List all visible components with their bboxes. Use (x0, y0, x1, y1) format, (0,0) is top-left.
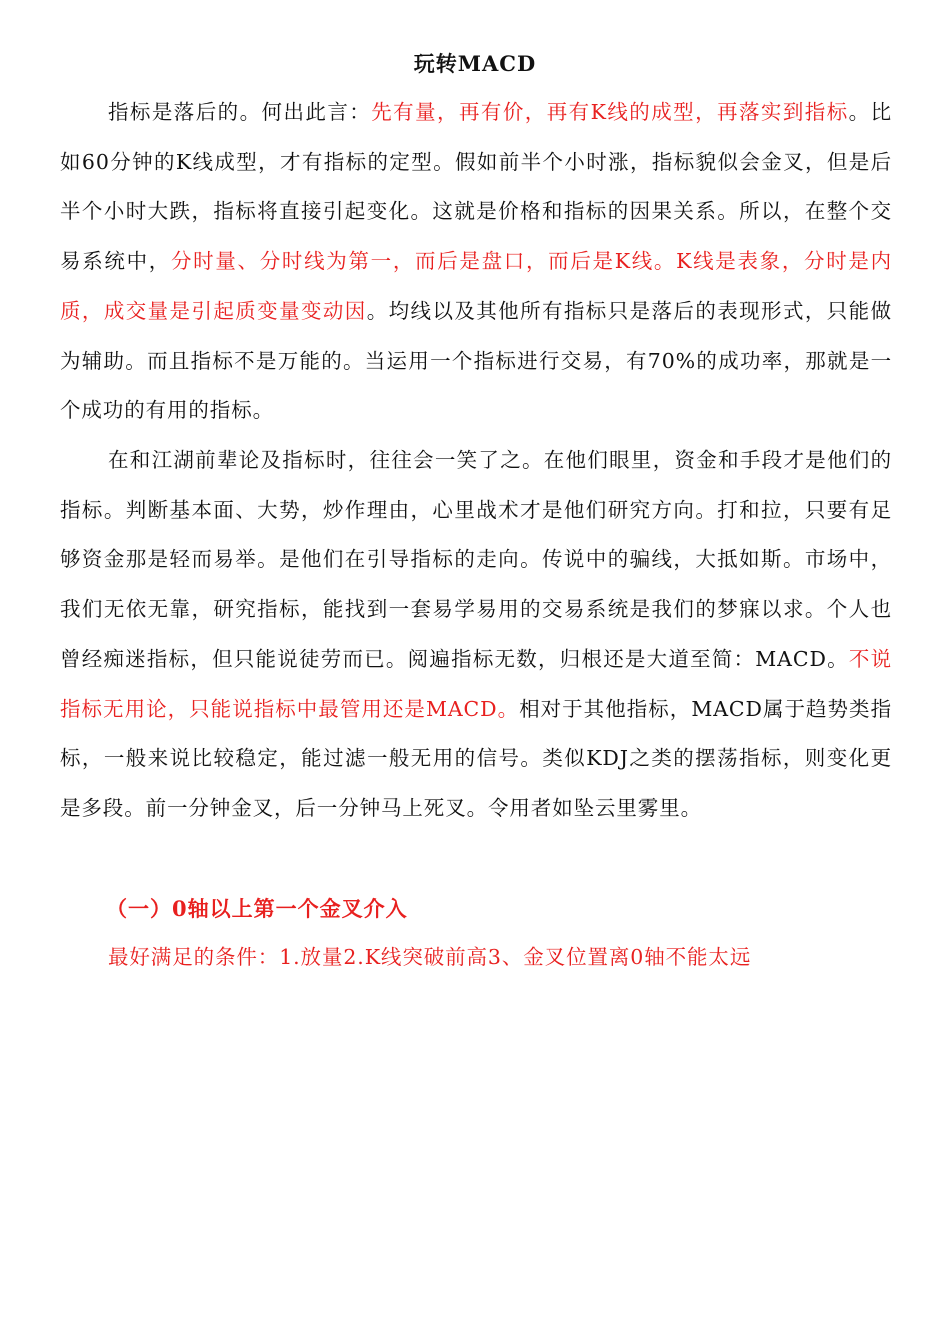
paragraph-1-emphasis-a: 先有量，再有价，再有K线的成型，再落实到指标 (371, 100, 849, 124)
paragraph-2 (60, 436, 892, 834)
paragraph-2-text-b: 相对于其他指标，MACD属于趋势类指标，一般来说比较稳定，能过滤一般无用的信号。类似KDJ之类的摆荡指标，则变化更是多段。前一分钟金叉，后一分钟马上死叉。令用者如坠云里雾里。 (60, 696, 892, 820)
paragraph-1-emphasis-b: 分时量、分时线为第一，而后是盘口，而后是K线。K线是表象，分时是内质，成交量是引起质变量变动因 (60, 249, 893, 323)
document-title: 玩转MACD (413, 51, 537, 76)
paragraph-1-text-b: 。比如60分钟的K线成型，才有指标的定型。假如前半个小时涨，指标貌似会金叉，但是后半个小时大跌，指标将直接引起变化。这就是价格和指标的因果关系。所以，在整个交易系统中， (60, 100, 892, 274)
section-heading: （一）0轴以上第一个金叉介入 (106, 896, 408, 921)
paragraph-1-text-c: 。均线以及其他所有指标只是落后的表现形式，只能做为辅助。而且指标不是万能的。当运用一个指标进行交易，有70%的成功率，那就是一个成功的有用的指标。 (60, 298, 892, 423)
conditions-text: 最好满足的条件：1.放量2.K线突破前高3、金叉位置离0轴不能太远 (108, 945, 752, 969)
paragraph-2-emphasis: 不说指标无用论，只能说指标中最管用还是MACD。 (60, 646, 892, 721)
paragraph-2-text-a: 在和江湖前辈论及指标时，往往会一笑了之。在他们眼里，资金和手段才是他们的指标。判断基本面、大势，炒作理由，心里战术才是他们研究方向。打和拉，只要有足够资金那是轻而易举。是他们在引导指标的走向。传说中的骗线，大抵如斯。市场中，我们无依无靠，研究指标，能找到一套易学易用的交易系统是我们的梦寐以求。个人也曾经痴迷指标，但只能说徒劳而已。阅遍指标无数，归根还是大道至简：MACD。 (60, 448, 892, 671)
paragraph-1 (60, 88, 892, 436)
paragraph-1-text-a: 指标是落后的。何出此言： (108, 100, 372, 124)
